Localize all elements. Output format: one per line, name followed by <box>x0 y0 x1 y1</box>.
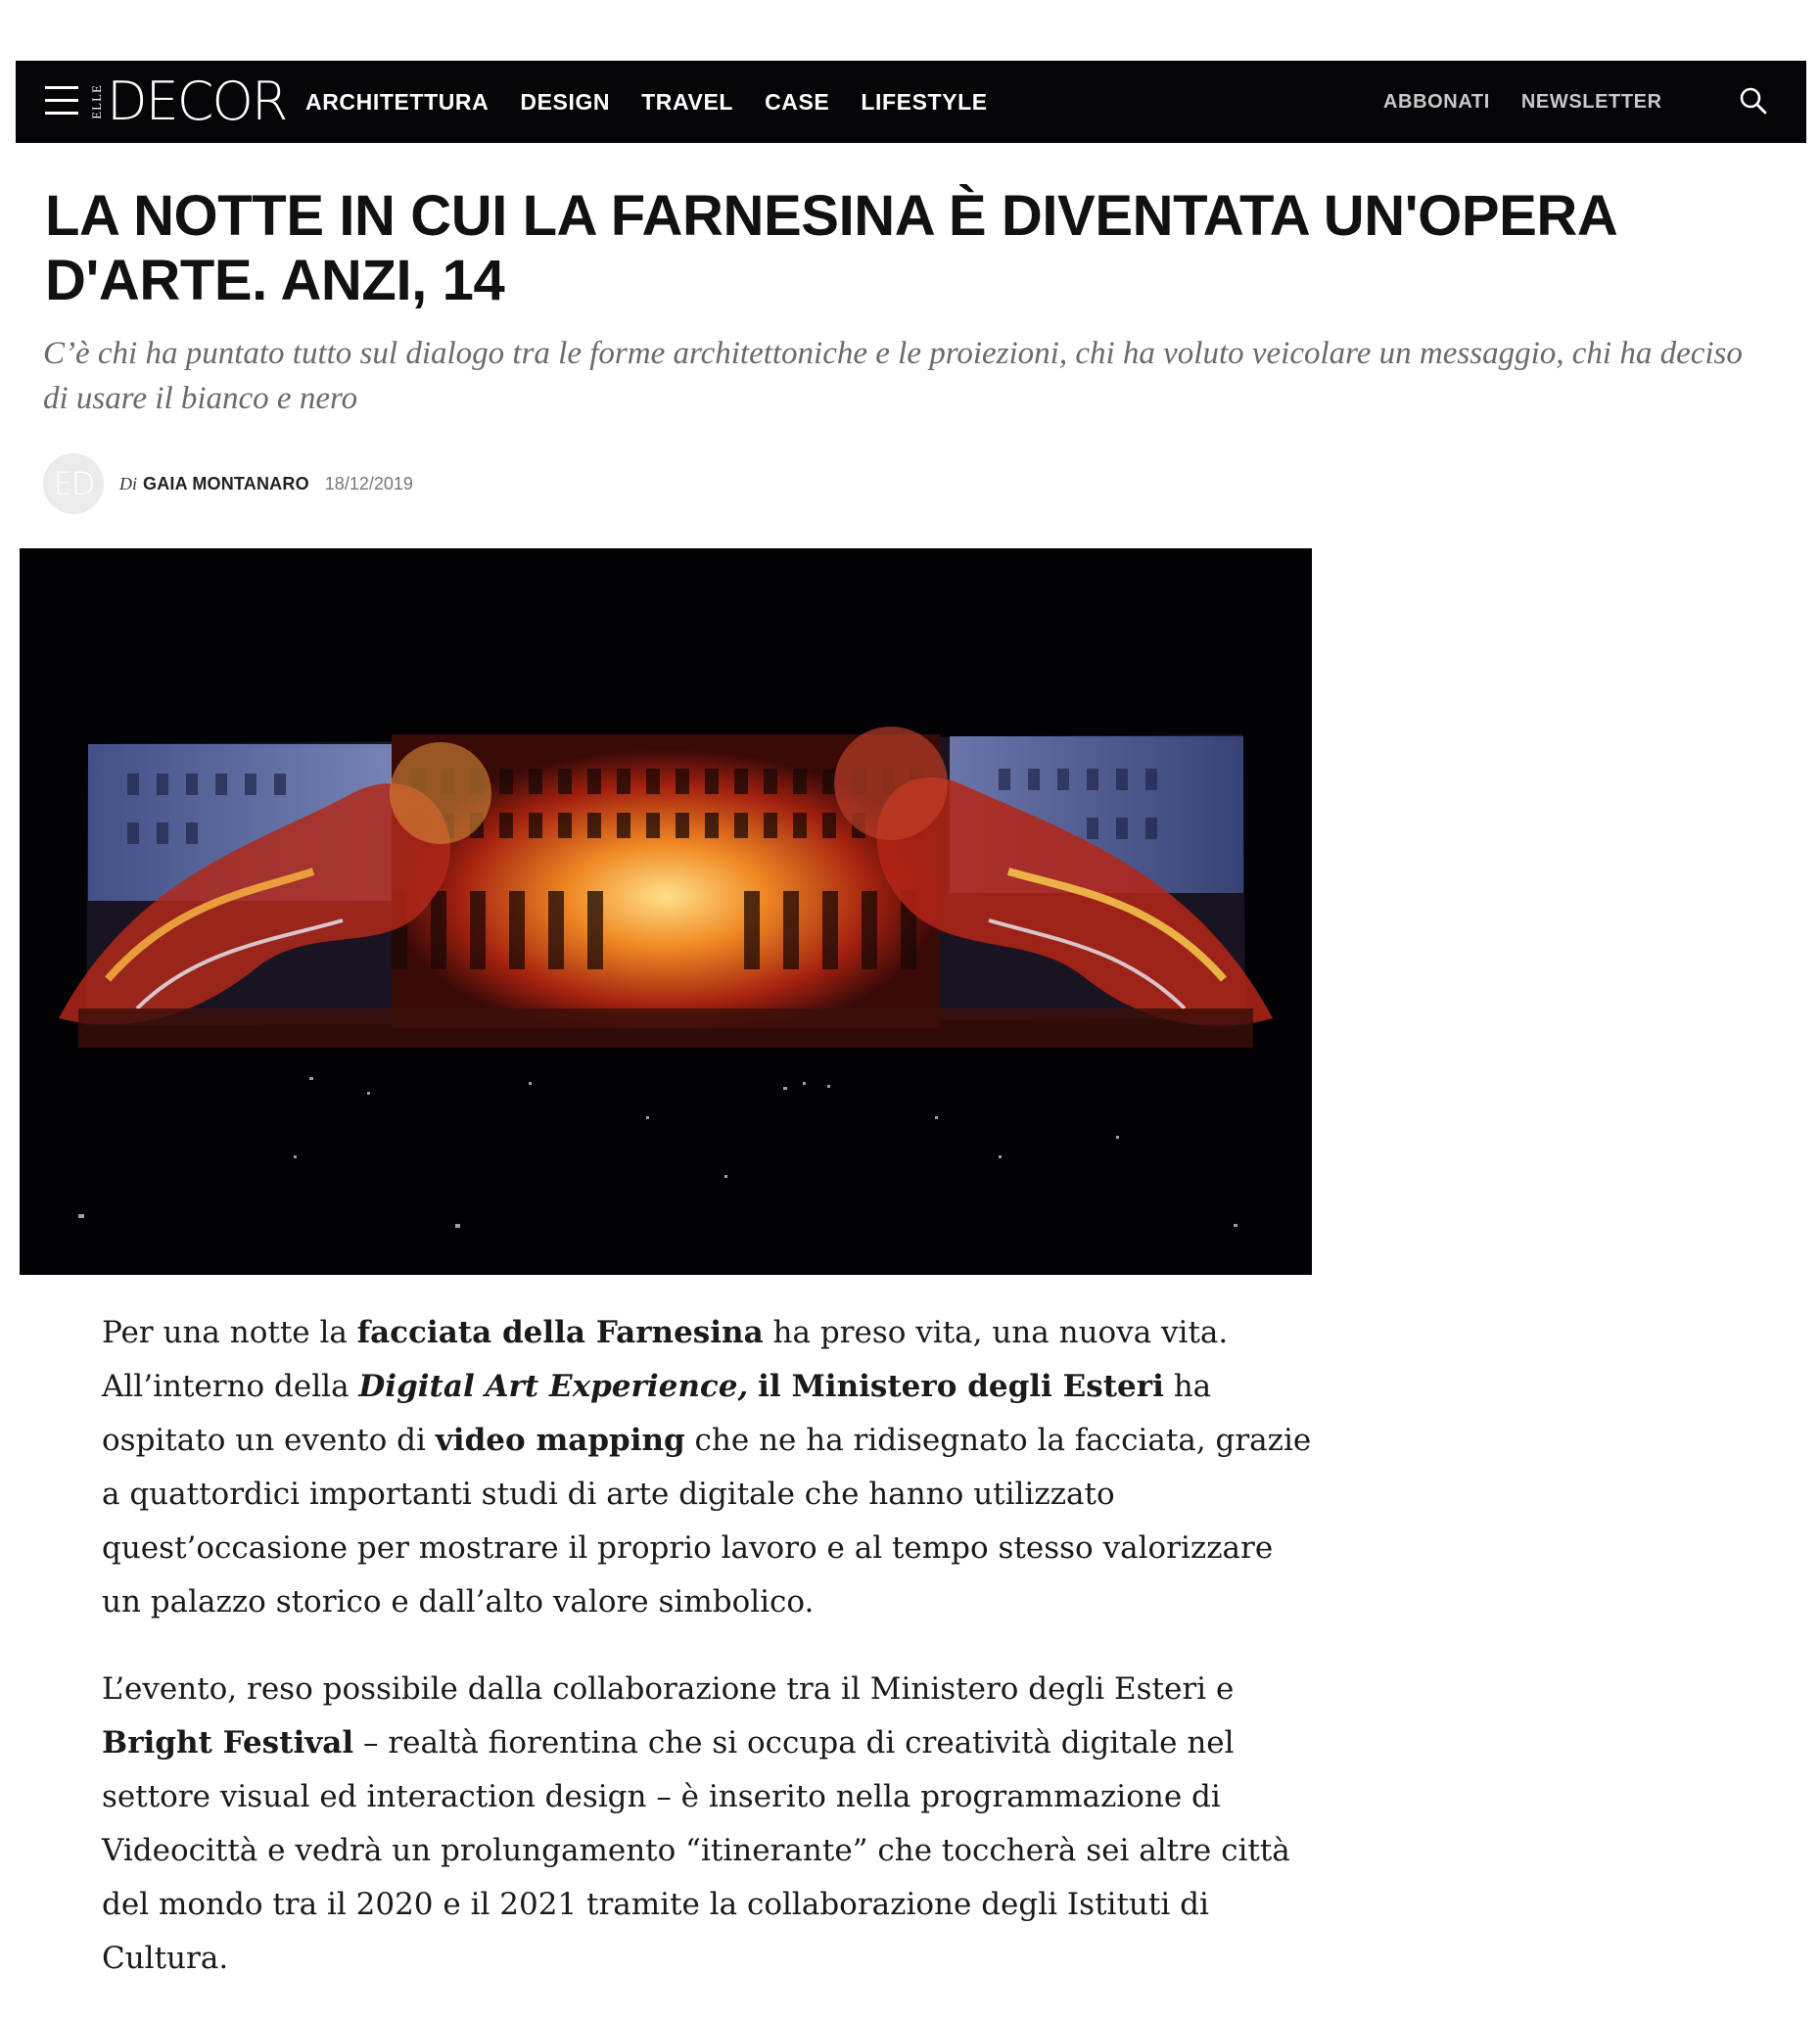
hamburger-menu-icon[interactable] <box>45 86 78 116</box>
paragraph-text: ha ospitato un evento di <box>102 1369 1212 1458</box>
nav-link-newsletter[interactable]: NEWSLETTER <box>1520 90 1662 113</box>
body-paragraph-1 <box>102 1306 1312 1629</box>
paragraph-text: che ne ha ridisegnato la facciata, grazie a quattordici importanti studi di arte digitale che hanno utilizzato quest’occasione per mostrare il proprio lavoro e al tempo stesso valorizzare un palazzo storico e dall’alto valore simbolico. <box>102 1423 1312 1620</box>
article-headline: LA NOTTE IN CUI LA FARNESINA È DIVENTATA UN'OPERA D'ARTE. ANZI, 14 <box>45 184 1616 312</box>
author-avatar[interactable]: ED <box>43 453 104 514</box>
main-nav <box>305 61 1019 143</box>
menu-line <box>45 99 78 102</box>
nav-link-lifestyle[interactable]: LIFESTYLE <box>861 88 988 115</box>
publish-date: 18/12/2019 <box>324 473 413 493</box>
paragraph-text: ha preso vita, una nuova vita. All’interno della <box>102 1315 1229 1404</box>
bold-text: Bright Festival <box>102 1725 354 1761</box>
farnesina-projection-illustration <box>20 548 1312 1275</box>
article-body <box>102 1306 1312 2019</box>
nav-link-design[interactable]: DESIGN <box>520 88 611 115</box>
search-icon[interactable] <box>1739 86 1768 116</box>
menu-line <box>45 86 78 89</box>
hero-image <box>20 548 1312 1275</box>
body-paragraph-2 <box>102 1663 1312 1986</box>
logo-decor-text: DECOR <box>107 70 287 132</box>
nav-link-abbonati[interactable]: ABBONATI <box>1383 90 1490 113</box>
top-navbar <box>16 61 1806 143</box>
byline-prefix: Di <box>119 473 137 493</box>
author-name[interactable]: GAIA MONTANARO <box>143 473 309 493</box>
search-icon-svg <box>1739 86 1768 116</box>
byline <box>43 452 413 515</box>
paragraph-text: L’evento, reso possibile dalla collaborazione tra il Ministero degli Esteri e <box>102 1671 1235 1707</box>
bold-text: facciata della Farnesina <box>356 1315 764 1350</box>
logo-elle-text: ELLE <box>89 84 104 119</box>
nav-link-case[interactable]: CASE <box>765 88 830 115</box>
paragraph-text <box>748 1369 758 1404</box>
nav-link-travel[interactable]: TRAVEL <box>641 88 734 115</box>
bold-text: il Ministero degli Esteri <box>758 1369 1164 1404</box>
elle-decor-logo[interactable] <box>90 70 286 133</box>
nav-link-architettura[interactable]: ARCHITETTURA <box>305 88 490 115</box>
paragraph-text: – realtà fiorentina che si occupa di creatività digitale nel settore visual ed interaction design – è inserito nella programmazione di Videocittà e vedrà un prolungamento “itinerante” che toccherà sei altre città del mondo tra il 2020 e il 2021 tramite la collaborazione degli Istituti di Cultura. <box>102 1725 1290 1976</box>
paragraph-text: Per una notte la <box>102 1315 357 1350</box>
article-dek: C’è chi ha puntato tutto sul dialogo tra le forme architettoniche e le proiezioni, chi ha voluto veicolare un messaggio, chi ha deciso di usare il bianco e nero <box>43 336 1743 416</box>
bold-italic-text: Digital Art Experience, <box>358 1369 749 1404</box>
bold-text: video mapping <box>435 1423 685 1458</box>
menu-line <box>45 112 78 115</box>
secondary-nav <box>1383 61 1694 143</box>
